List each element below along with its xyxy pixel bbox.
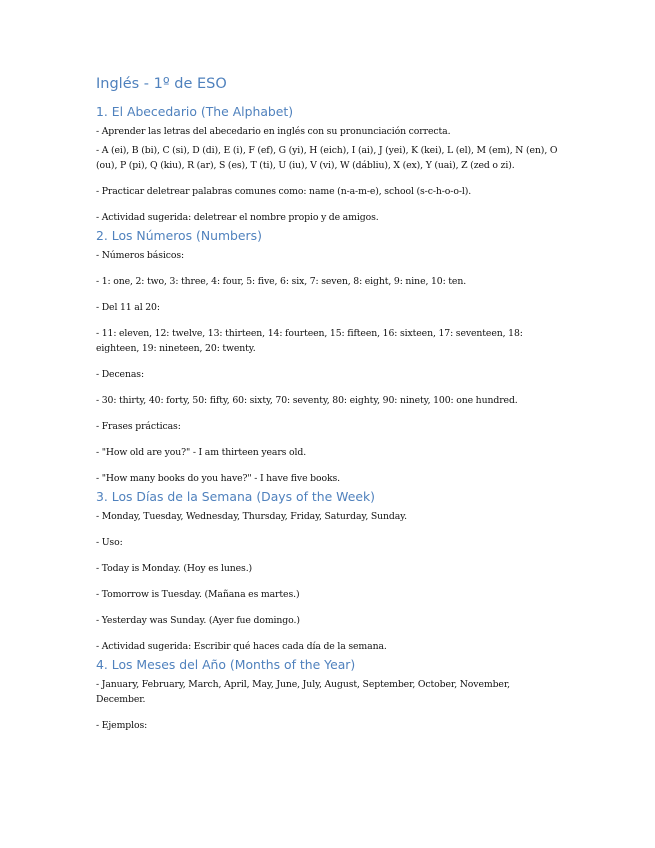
section-alphabet (96, 105, 560, 225)
paragraph: - 1: one, 2: two, 3: three, 4: four, 5: five, 6: six, 7: seven, 8: eight, 9: nine, 10: ten. (96, 276, 467, 287)
paragraph: - Monday, Tuesday, Wednesday, Thursday, Friday, Saturday, Sunday. (96, 511, 407, 522)
paragraph: - "How many books do you have?" - I have five books. (96, 473, 341, 484)
paragraph: - Actividad sugerida: deletrear el nombre propio y de amigos. (96, 212, 379, 223)
paragraph: - Practicar deletrear palabras comunes como: name (n-a-m-e), school (s-c-h-o-o-l). (96, 186, 472, 197)
paragraph: - A (ei), B (bi), C (si), D (di), E (i), F (ef), G (yi), H (eich), I (ai), J (yei), K (kei), L (el), M (em), N (en), O (ou), P (pi), Q (kiu), R (ar), S (es), T (ti), U (iu), V (vi), W (dábliu), X (ex), Y (uai), Z (zed o zi). (96, 145, 558, 171)
section-heading: 1. El Abecedario (The Alphabet) (96, 104, 294, 119)
paragraph: - Frases prácticas: (96, 421, 181, 432)
section-numbers (96, 229, 560, 486)
paragraph: - Aprender las letras del abecedario en inglés con su pronunciación correcta. (96, 126, 451, 137)
section-days (96, 490, 560, 654)
paragraph: - Del 11 al 20: (96, 302, 160, 313)
paragraph: - Tomorrow is Tuesday. (Mañana es martes.) (96, 589, 300, 600)
paragraph: - January, February, March, April, May, June, July, August, September, October, November, December. (96, 679, 510, 705)
paragraph: - Actividad sugerida: Escribir qué haces cada día de la semana. (96, 641, 387, 652)
paragraph: - Números básicos: (96, 250, 185, 261)
paragraph: - Today is Monday. (Hoy es lunes.) (96, 563, 253, 574)
document-content (96, 76, 560, 733)
section-heading: 3. Los Días de la Semana (Days of the Week) (96, 489, 375, 504)
paragraph: - "How old are you?" - I am thirteen years old. (96, 447, 307, 458)
paragraph: - Decenas: (96, 369, 144, 380)
section-months (96, 658, 560, 733)
section-heading: 2. Los Números (Numbers) (96, 228, 262, 243)
paragraph: - 30: thirty, 40: forty, 50: fifty, 60: sixty, 70: seventy, 80: eighty, 90: ninety, 100: one hundred. (96, 395, 518, 406)
paragraph: - Ejemplos: (96, 720, 148, 731)
paragraph: - Yesterday was Sunday. (Ayer fue domingo.) (96, 615, 300, 626)
paragraph: - 11: eleven, 12: twelve, 13: thirteen, 14: fourteen, 15: fifteen, 16: sixteen, 17: seventeen, 18: eighteen, 19: nineteen, 20: twenty. (96, 328, 523, 354)
page-title: Inglés - 1º de ESO (96, 76, 227, 92)
section-heading: 4. Los Meses del Año (Months of the Year) (96, 657, 356, 672)
paragraph: - Uso: (96, 537, 123, 548)
